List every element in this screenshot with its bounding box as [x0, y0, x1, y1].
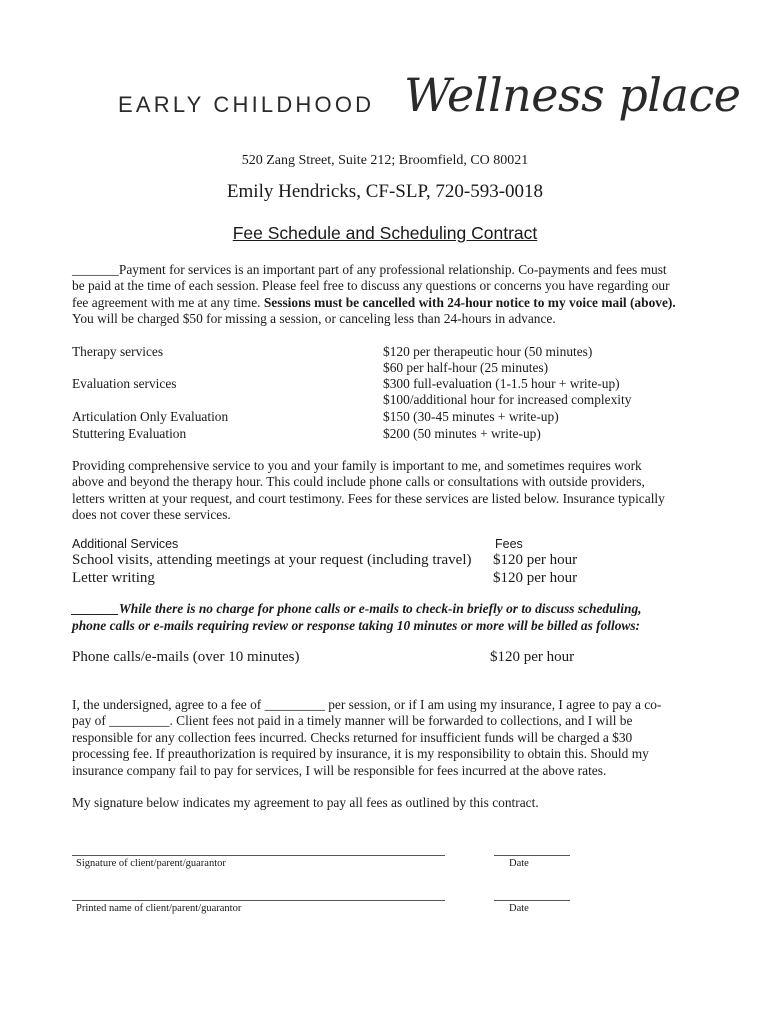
document-title: Fee Schedule and Scheduling Contract — [232, 223, 538, 243]
phone-fee-service: Phone calls/e-mails (over 10 minutes) — [72, 649, 300, 665]
phone-email-note — [72, 601, 712, 634]
fees-header: Fees — [495, 537, 523, 551]
additional-service: Letter writing — [72, 570, 155, 586]
agreement-line-4: processing fee. If preauthorization is required by insurance, it is my responsibility to obtain this. Should my — [72, 746, 649, 762]
agreement-line-3: responsible for any collection fees incurred. Checks returned for insufficient funds will be charged a $30 — [72, 729, 633, 745]
fee-service: Therapy services — [72, 344, 164, 359]
fee-price: $300 full-evaluation (1-1.5 hour + write-up) — [383, 376, 620, 391]
printed-name-line[interactable] — [72, 900, 445, 901]
comprehensive-line-3: letters written at your request, and court testimony. Fees for these services are listed below. Insurance typically — [72, 490, 665, 506]
agreement-line-1: I, the undersigned, agree to a fee of _________ per session, or if I am using my insurance, I agree to pay a co- — [72, 697, 662, 712]
comprehensive-paragraph — [72, 458, 702, 524]
additional-fee: $120 per hour — [493, 570, 578, 586]
cancellation-policy: Sessions must be cancelled with 24-hour notice to my voice mail (above). — [263, 294, 676, 310]
payment-line-3a: fee agreement with me at any time. — [72, 294, 264, 310]
provider-name-phone: Emily Hendricks, CF-SLP, 720-593-0018 — [226, 181, 544, 202]
signature-statement: My signature below indicates my agreement to pay all fees as outlined by this contract. — [72, 795, 539, 810]
payment-paragraph — [72, 262, 702, 328]
signature-line[interactable] — [72, 855, 445, 856]
fee-price: $60 per half-hour (25 minutes) — [383, 360, 549, 375]
date-label: Date — [509, 903, 529, 914]
fee-price: $150 (30-45 minutes + write-up) — [383, 409, 559, 424]
fee-price: $200 (50 minutes + write-up) — [383, 426, 541, 441]
fee-service: Stuttering Evaluation — [72, 426, 187, 441]
agreement-line-2: pay of _________. Client fees not paid in a timely manner will be forwarded to collections, and I will be — [72, 713, 633, 729]
additional-service: School visits, attending meetings at your request (including travel) — [72, 552, 472, 568]
phone-fee-amount: $120 per hour — [490, 649, 575, 665]
additional-services-header: Additional Services — [72, 537, 179, 551]
date-label: Date — [509, 858, 529, 869]
fee-service: Articulation Only Evaluation — [72, 409, 229, 424]
comprehensive-line-2: above and beyond the therapy hour. This could include phone calls or consultations with outside providers, — [72, 474, 645, 490]
logo-text-wellness-place: Wellness place — [404, 68, 741, 122]
date-line[interactable] — [494, 900, 570, 901]
signature-label: Signature of client/parent/guarantor — [76, 858, 226, 869]
payment-line-4: You will be charged $50 for missing a session, or canceling less than 24-hours in advance. — [72, 311, 556, 327]
printed-name-label: Printed name of client/parent/guarantor — [76, 903, 242, 914]
fee-price: $100/additional hour for increased complexity — [383, 392, 632, 407]
payment-line-1: _______Payment for services is an important part of any professional relationship. Co-payments and fees must — [72, 262, 667, 277]
fee-price: $120 per therapeutic hour (50 minutes) — [383, 344, 593, 359]
additional-fee: $120 per hour — [493, 552, 578, 568]
phone-note-line-1: _______While there is no charge for phone calls or e-mails to check-in briefly or to discuss scheduling, — [72, 601, 642, 616]
agreement-paragraph — [72, 697, 712, 779]
date-line[interactable] — [494, 855, 570, 856]
comprehensive-line-4: does not cover these services. — [72, 507, 231, 523]
payment-line-2: be paid at the time of each session. Please feel free to discuss any questions or concerns you have regarding our — [72, 278, 670, 294]
practice-address: 520 Zang Street, Suite 212; Broomfield, CO 80021 — [241, 153, 529, 168]
agreement-line-5: insurance company fail to pay for services, I will be responsible for fees incurred at the above rates. — [72, 762, 607, 778]
payment-line-3 — [72, 295, 702, 311]
logo-text-early-childhood: EARLY CHILDHOOD — [118, 92, 375, 117]
comprehensive-line-1: Providing comprehensive service to you and your family is important to me, and sometimes requires work — [72, 458, 642, 473]
fee-service: Evaluation services — [72, 376, 177, 391]
phone-note-line-2: phone calls or e-mails requiring review or response taking 10 minutes or more will be billed as follows: — [72, 617, 641, 633]
